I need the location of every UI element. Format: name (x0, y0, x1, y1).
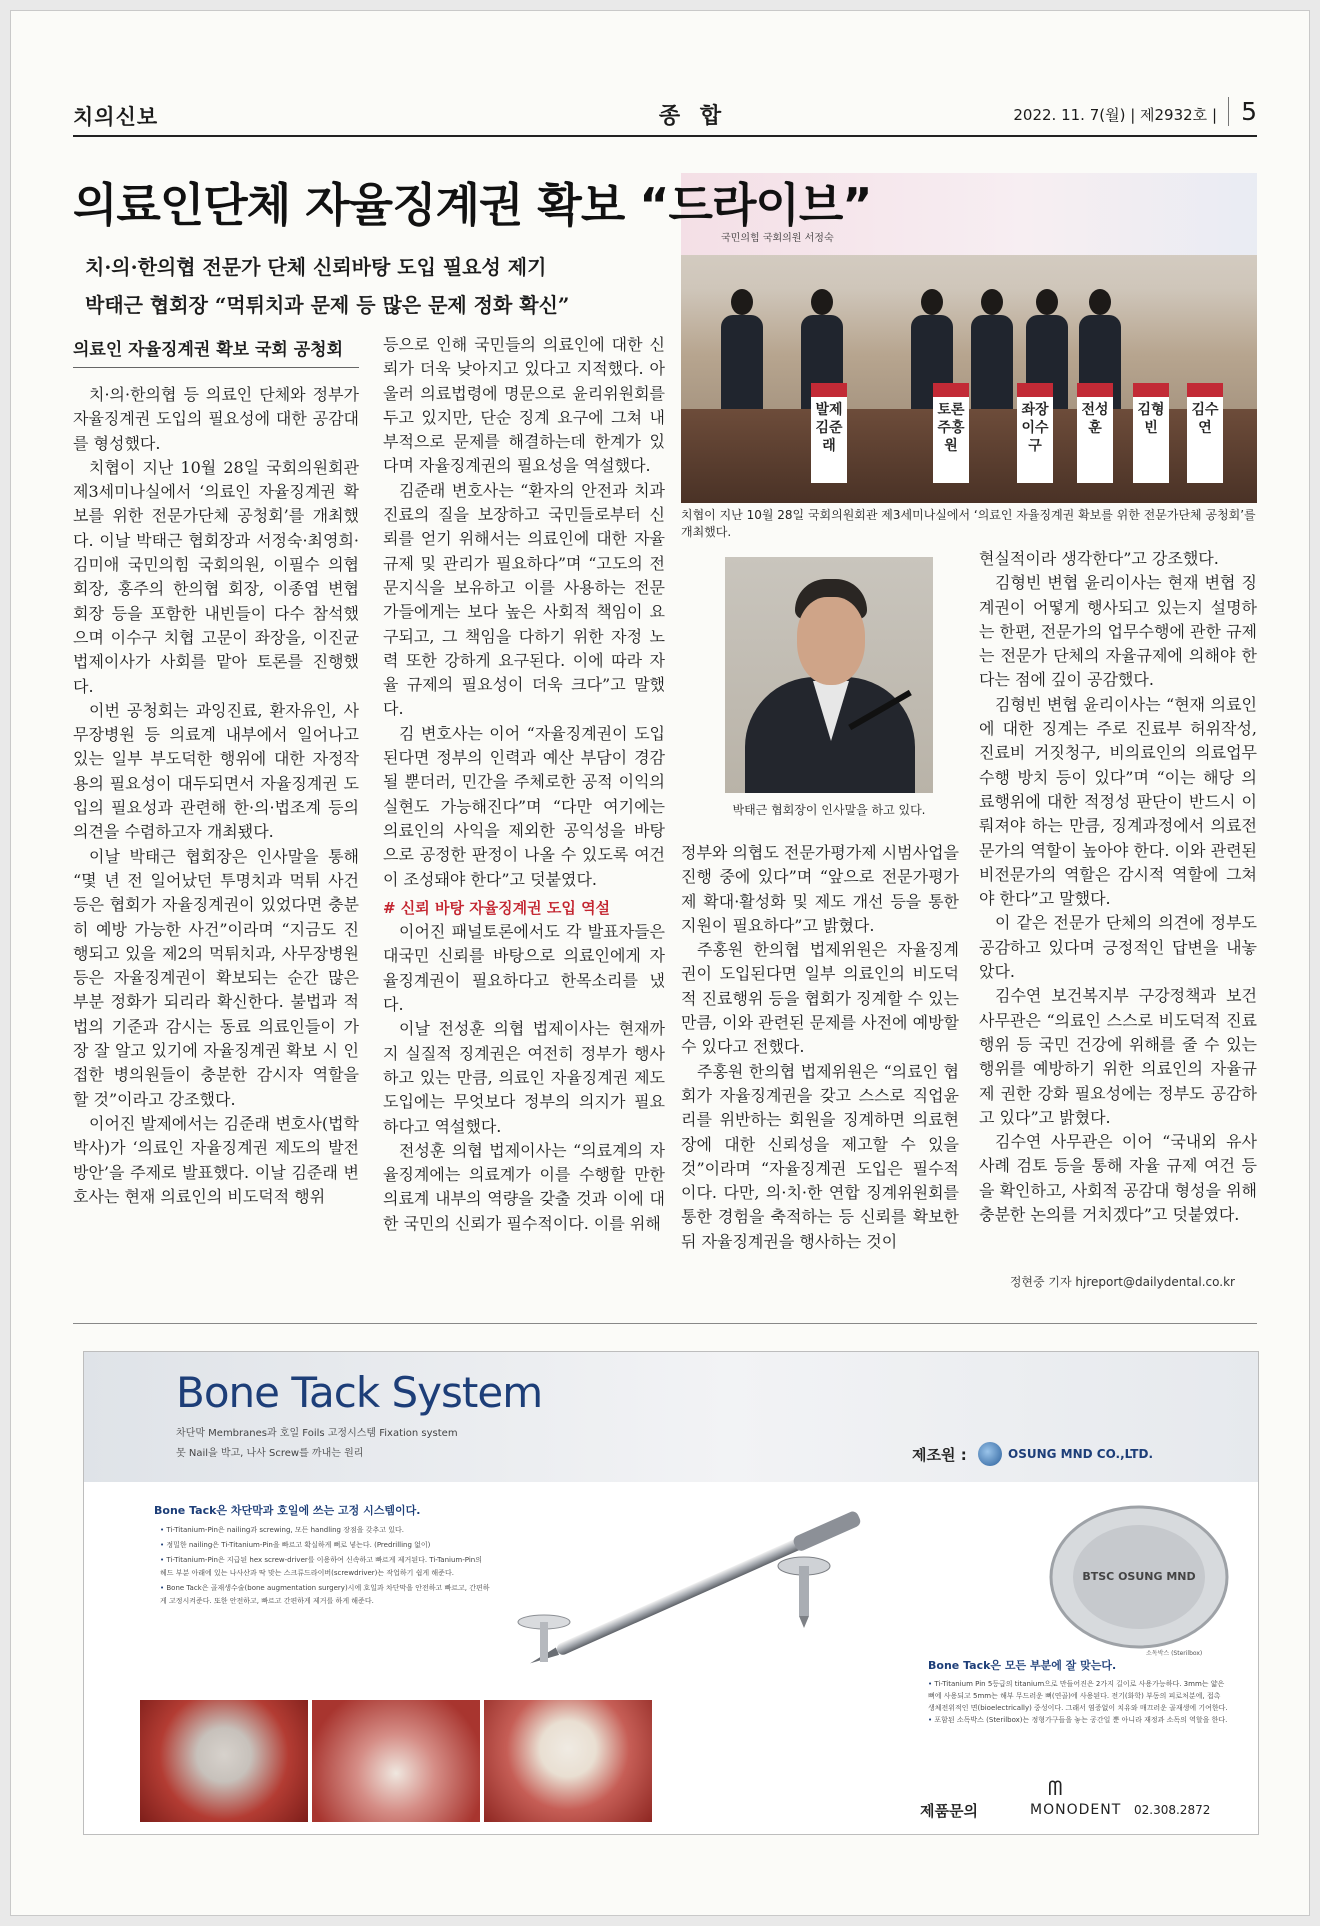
advertisement (83, 1351, 1259, 1835)
ad-title: Bone Tack System (176, 1368, 543, 1417)
nameplate: 전성훈 (1077, 383, 1113, 483)
ad-divider (73, 1323, 1257, 1324)
article-column-1 (73, 383, 359, 1209)
paragraph: 전성훈 의협 법제이사는 “의료계의 자율징계에는 의료계가 이를 수행할 만한 의료계 내부의 역량을 갖출 것과 이에 대한 국민의 신뢰가 필수적이다. 이를 위해 (383, 1140, 665, 1233)
forum-banner-text: 국민의힘 국회의원 서정숙 (721, 233, 834, 244)
paragraph: 이날 전성훈 의협 법제이사는 현재까지 실질적 징계권은 여전히 정부가 행사하고 있는 만큼, 의료인 자율징계권 제도 도입에는 무엇보다 정부의 의지가 필요하다고 역설했다. (383, 1019, 665, 1136)
ad-fit-list (928, 1678, 1228, 1726)
paragraph: 등으로 인해 국민들의 의료인에 대한 신뢰가 더욱 낮아지고 있다고 지적했다. 아울러 의료법령에 명문으로 윤리위원회를 두고 있지만, 단순 징계 요구에 그쳐 내부적으로 문제를 해결하는데 한계가 있다며 자율징계권의 필요성을 역설했다. (383, 335, 665, 476)
nameplate: 발제 김준래 (811, 383, 847, 483)
clinical-photos (140, 1700, 652, 1822)
masthead (73, 97, 1257, 137)
sterilbox-caption: 소독박스 (Sterilbox) (1146, 1650, 1203, 1657)
list-item: • 포함된 소독박스 (Sterilbox)는 정형가구들을 놓는 공간일 뿐 아니라 재정과 소독의 역할을 한다. (928, 1714, 1228, 1726)
sterilbox-illustration (1044, 1502, 1234, 1652)
manufacturer-label: 제조원 : (912, 1446, 967, 1464)
list-item: • 정밀한 nailing은 Ti-Titanium-Pin을 빠르고 확실하게 뼈로 넣는다. (Predrilling 없이) (160, 1539, 490, 1552)
contact-label: 제품문의 (920, 1802, 978, 1820)
article-column-2 (383, 333, 665, 1236)
newspaper-page (10, 10, 1310, 1916)
headline: 의료인단체 자율징계권 확보 “드라이브” (73, 178, 872, 232)
president-photo-caption: 박태근 협회장이 인사말을 하고 있다. (732, 803, 926, 817)
screwdriver-illustration (504, 1502, 904, 1672)
paragraph: 이어진 패널토론에서도 각 발표자들은 대국민 신뢰를 바탕으로 의료인에게 자율징계권이 필요하다고 한목소리를 냈다. (383, 922, 665, 1015)
ad-feature-list (160, 1524, 490, 1610)
contact-brand: MONODENT (1030, 1802, 1122, 1818)
subheadline-2: 박태근 협회장 “먹튀치과 문제 등 많은 문제 정화 확신” (85, 293, 570, 317)
manufacturer-logo-icon (978, 1442, 1002, 1466)
paragraph: 현실적이라 생각한다”고 강조했다. (979, 549, 1219, 568)
panelist-figure (721, 289, 761, 409)
panelist-figure (971, 289, 1011, 409)
contact-phone: 02.308.2872 (1134, 1803, 1211, 1817)
nameplate: 좌장 이수구 (1017, 383, 1053, 483)
nameplate: 토론 주홍원 (933, 383, 969, 483)
paragraph: 이 같은 전문가 단체의 의견에 정부도 공감하고 있다며 긍정적인 답변을 내놓았다. (979, 913, 1257, 982)
forum-photo-caption: 치협이 지난 10월 28일 국회의원회관 제3세미나실에서 ‘의료인 자율징계권 확보를 위한 전문가단체 공청회’를 개최했다. (681, 508, 1256, 539)
list-item: • Bone Tack은 골재생수술(bone augmentation surgery)시에 호일과 차단막을 안전하고 빠르고, 간편하게 고정시켜준다. 또한 안전하고, 빠르고 간편하게 제거를 하게 해준다. (160, 1582, 490, 1608)
ad-subtitle: 차단막 Membranes과 호일 Foils 고정시스템 Fixation system (176, 1428, 458, 1439)
sterilbox-label: BTSC OSUNG MND (1082, 1570, 1196, 1583)
paragraph: 이어진 발제에서는 김준래 변호사(법학박사)가 ‘의료인 자율징계권 제도의 발전방안’을 주제로 발표했다. 이날 김준래 변호사는 현재 의료인의 비도덕적 행위 (73, 1113, 359, 1206)
paragraph: 치·의·한의협 등 의료인 단체와 정부가 자율징계권 도입의 필요성에 대한 공감대를 형성했다. (73, 385, 359, 453)
paragraph: 주홍원 한의협 법제위원은 “의료인 협회가 자율징계권을 갖고 스스로 직업윤리를 위반하는 회원을 징계하면 의료현장에 대한 신뢰성을 제고할 수 있을 것”이라며 “자율징계권 도입은 필수적이다. 다만, 의·치·한 연합 징계위원회를 통한 경험을 축적하는 등 신뢰를 확보한 뒤 자율징계권을 행사하는 것이 (681, 1061, 959, 1251)
column-heading: 의료인 자율징계권 확보 국회 공청회 (73, 340, 344, 360)
page-number: 5 (1228, 97, 1257, 126)
paragraph: 김형빈 변협 윤리이사는 현재 변협 징계권이 어떻게 행사되고 있는지 설명하는 한편, 전문가의 업무수행에 관한 규제는 전문가 단체의 자율규제에 의해야 한다는 점에 깊이 공감했다. (979, 573, 1257, 690)
nameplate: 김형빈 (1133, 383, 1169, 483)
section-name: 종 합 (658, 103, 728, 129)
list-item: • Ti-Titanium-Pin은 nailing과 screwing, 모든 handling 장점을 갖추고 있다. (160, 1524, 490, 1537)
president-photo (725, 557, 933, 793)
paragraph: 김 변호사는 이어 “자율징계권이 도입된다면 정부의 인력과 예산 부담이 경감될 뿐더러, 민간을 주체로한 공적 이익의 실현도 가능해진다”며 “다만 여기에는 의료인의 사익을 제외한 공익성을 바탕으로 공정한 판정이 나올 수 있도록 여건이 조성돼야 한다”고 덧붙였다. (383, 723, 665, 889)
panel-table (681, 409, 1257, 503)
column-heading-rule (73, 367, 359, 368)
manufacturer-name: OSUNG MND CO.,LTD. (1008, 1447, 1154, 1461)
list-item: • Ti-Titanium-Pin은 지급된 hex screw-driver를 이용하여 신속하고 빠르게 제거된다. Ti-Tanium-Pin의 헤드 부분 아래에 있는 나사산과 딱 맞는 스크류드라이버(screwdriver)는 작업하기 쉽게 해준다. (160, 1554, 490, 1580)
ad-fit-heading: Bone Tack은 모든 부분에 잘 맞는다. (928, 1659, 1117, 1672)
byline: 정현중 기자 hjreport@dailydental.co.kr (1009, 1275, 1235, 1289)
issue-date: 2022. 11. 7(월) | 제2932호 | (1013, 106, 1217, 124)
paragraph: 김준래 변호사는 “환자의 안전과 치과진료의 질을 보장하고 국민들로부터 신뢰를 얻기 위해서는 의료인에 대한 자율규제 및 관리가 필요하다”며 “고도의 전문지식을 보유하고 이를 사용하는 전문가들에게는 보다 높은 사회적 책임이 요구되고, 그 책임을 다하기 위한 자정 노력 또한 강하게 요구된다. 이에 따라 자율 규제의 필요성이 더욱 크다”고 말했다. (383, 480, 665, 719)
paragraph: 김수연 사무관은 이어 “국내외 유사 사례 검토 등을 통해 자율 규제 여건 등을 확인하고, 사회적 공감대 형성을 위해 충분한 논의를 거치겠다”고 덧붙였다. (979, 1132, 1257, 1225)
monodent-logo-icon: ᗰ (1048, 1776, 1063, 1800)
paragraph: 김형빈 변협 윤리이사는 “현재 의료인에 대한 징계는 주로 진료부 허위작성, 진료비 거짓청구, 비의료인의 의료업무 수행 방치 등이 있다”며 “이는 해당 의료행위에 대한 적정성 판단이 반드시 이뤄져야 하는 만큼, 징계과정에서 의료전문가의 역할이 높아야 한다. 이와 관련된 비전문가의 역할은 감시적 역할에 그쳐야 한다”고 말했다. (979, 694, 1257, 909)
subheadline-1: 치·의·한의협 전문가 단체 신뢰바탕 도입 필요성 제기 (85, 255, 547, 279)
clinical-photo (484, 1700, 652, 1822)
paragraph: 이번 공청회는 과잉진료, 환자유인, 사무장병원 등 의료계 내부에서 일어나고 있는 일부 부도덕한 행위에 대한 자정작용의 필요성이 대두되면서 자율징계권 도입의 필요성과 관련해 한·의·법조계 등의 의견을 수렴하고자 개최됐다. (73, 700, 359, 842)
bone-tack-pin-icon (774, 1552, 834, 1632)
paper-name: 치의신보 (73, 105, 159, 129)
nameplate: 김수연 (1187, 383, 1223, 483)
paragraph: 주홍원 한의협 법제위원은 자율징계권이 도입된다면 일부 의료인의 비도덕적 진료행위 등을 협회가 징계할 수 있는 만큼, 이와 관련된 문제를 사전에 예방할 수 있다고 전했다. (681, 940, 959, 1057)
paragraph: 김수연 보건복지부 구강정책과 보건사무관은 “의료인 스스로 비도덕적 진료행위 등 국민 건강에 위해를 줄 수 있는 행위를 예방하기 위한 의료인의 자율규제 권한 강화 필요성에는 정부도 공감하고 있다”고 밝혔다. (979, 986, 1257, 1127)
paragraph: 이날 박태근 협회장은 인사말을 통해 “몇 년 전 일어났던 투명치과 먹튀 사건 등은 협회가 자율징계권이 있었다면 충분히 예방 가능한 사건”이라며 “지금도 진행되고 있을 제2의 먹튀치과, 사무장병원 등은 자율징계권이 확보되는 순간 많은 부분 정화가 되리라 확신한다. 불법과 적법의 기준과 감시는 동료 의료인들이 가장 잘 알고 있기에 자율징계권 확보 시 인접한 병의원들이 충분한 감시자 역할을 할 것”이라고 강조했다. (73, 846, 359, 1109)
paragraph: 치협이 지난 10월 28일 국회의원회관 제3세미나실에서 ‘의료인 자율징계권 확보를 위한 전문가단체 공청회’를 개최했다. 이날 박태근 협회장과 서정숙·최영희·김미애 국민의힘 국회의원, 이필수 의협 회장, 홍주의 한의협 회장, 이종엽 변협 회장 등을 포함한 내빈들이 다수 참석했으며 이수구 치협 고문이 좌장을, 이진균 법제이사가 사회를 맡아 토론를 진행했다. (73, 457, 359, 696)
article-column-4 (979, 547, 1257, 1227)
section-heading: # 신뢰 바탕 자율징계권 도입 역설 (383, 898, 611, 917)
clinical-photo (140, 1700, 308, 1822)
ad-tagline: 못 Nail을 박고, 나사 Screw를 까내는 원리 (176, 1448, 364, 1459)
paragraph: 정부와 의협도 전문가평가제 시범사업을 진행 중에 있다”며 “앞으로 전문가평가제 확대·활성화 및 제도 개선 등을 통한 지원이 필요하다”고 밝혔다. (681, 843, 960, 935)
ad-feature-heading: Bone Tack은 차단막과 호일에 쓰는 고정 시스템이다. (154, 1504, 421, 1517)
article-column-3 (681, 841, 959, 1254)
clinical-photo (312, 1700, 480, 1822)
list-item: • Ti-Titanium Pin 5등급의 titanium으로 만들어진은 2가지 길이로 사용가능하다. 3mm는 얇은 뼈에 사용되고 5mm는 해부 무드러운 뼈(연골)에 사용된다. 전기(화학) 부동의 피로처분에, 접촉 생체전위적인 면(bioelectrically) 중성이다. 그래서 염증없이 치유와 매끄러운 골재생에 기여한다. (928, 1678, 1228, 1714)
